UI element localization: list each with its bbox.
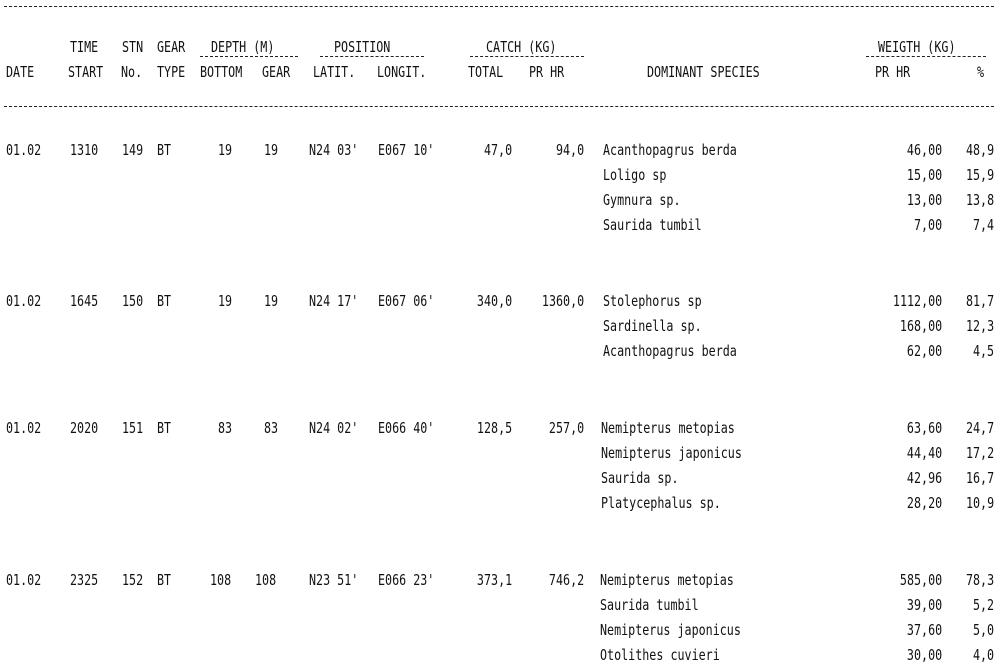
header-dominant-species: DOMINANT SPECIES <box>647 63 760 81</box>
depth-underline <box>200 56 298 57</box>
species-weight: 46,00 <box>906 141 942 159</box>
species-percent: 48,9 <box>965 141 994 159</box>
station-depth-bottom: 19 <box>218 141 233 159</box>
station-latitude: N24 02' <box>309 419 359 437</box>
header-weight-pr-hr: PR HR <box>875 63 911 81</box>
station-date: 01.02 <box>6 292 42 310</box>
species-percent: 78,3 <box>965 571 994 589</box>
species-name: Saurida tumbil <box>600 596 699 614</box>
species-weight: 62,00 <box>906 342 942 360</box>
station-time: 1645 <box>70 292 99 310</box>
species-weight: 585,00 <box>899 571 942 589</box>
header-no: No. <box>121 63 143 81</box>
header-bottom-rule <box>4 106 994 107</box>
species-weight: 39,00 <box>906 596 942 614</box>
species-name: Stolephorus sp <box>603 292 702 310</box>
species-weight: 1112,00 <box>892 292 942 310</box>
header-time: TIME <box>70 38 99 56</box>
species-percent: 4,5 <box>972 342 994 360</box>
station-latitude: N24 17' <box>309 292 359 310</box>
station-longitude: E067 06' <box>378 292 435 310</box>
header-weight-group: WEIGTH (KG) <box>878 38 956 56</box>
species-name: Gymnura sp. <box>603 191 681 209</box>
species-name: Saurida sp. <box>601 469 679 487</box>
species-percent: 81,7 <box>965 292 994 310</box>
catch-underline <box>470 56 584 57</box>
station-number: 151 <box>122 419 144 437</box>
species-weight: 7,00 <box>913 216 942 234</box>
species-weight: 30,00 <box>906 646 942 664</box>
species-weight: 44,40 <box>906 444 942 462</box>
species-percent: 16,7 <box>965 469 994 487</box>
station-time: 1310 <box>70 141 99 159</box>
species-name: Acanthopagrus berda <box>603 141 737 159</box>
station-gear-type: BT <box>157 571 172 589</box>
header-percent: % <box>977 63 985 81</box>
header-gear-top: GEAR <box>157 38 186 56</box>
species-percent: 5,0 <box>972 621 994 639</box>
station-number: 152 <box>122 571 144 589</box>
species-percent: 7,4 <box>972 216 994 234</box>
header-bottom: BOTTOM <box>200 63 243 81</box>
species-percent: 13,8 <box>965 191 994 209</box>
header-gear: GEAR <box>262 63 291 81</box>
station-depth-gear: 108 <box>255 571 277 589</box>
species-weight: 13,00 <box>906 191 942 209</box>
header-pr-hr: PR HR <box>529 63 565 81</box>
station-catch-pr-hr: 746,2 <box>548 571 584 589</box>
station-time: 2325 <box>70 571 99 589</box>
species-percent: 24,7 <box>965 419 994 437</box>
header-total: TOTAL <box>468 63 504 81</box>
header-type: TYPE <box>157 63 186 81</box>
species-percent: 12,3 <box>965 317 994 335</box>
station-longitude: E066 23' <box>378 571 435 589</box>
species-percent: 4,0 <box>972 646 994 664</box>
station-date: 01.02 <box>6 571 42 589</box>
header-stn: STN <box>122 38 144 56</box>
station-depth-gear: 19 <box>264 292 279 310</box>
station-catch-total: 128,5 <box>476 419 512 437</box>
station-date: 01.02 <box>6 141 42 159</box>
header-position-group: POSITION <box>334 38 391 56</box>
species-name: Sardinella sp. <box>603 317 702 335</box>
station-depth-gear: 19 <box>264 141 279 159</box>
position-underline <box>320 56 424 57</box>
header-start: START <box>68 63 104 81</box>
header-depth-group: DEPTH (M) <box>211 38 275 56</box>
header-catch-group: CATCH (KG) <box>486 38 557 56</box>
station-time: 2020 <box>70 419 99 437</box>
station-gear-type: BT <box>157 141 172 159</box>
species-percent: 15,9 <box>965 166 994 184</box>
species-weight: 15,00 <box>906 166 942 184</box>
species-weight: 28,20 <box>906 494 942 512</box>
station-longitude: E067 10' <box>378 141 435 159</box>
species-weight: 63,60 <box>906 419 942 437</box>
species-weight: 37,60 <box>906 621 942 639</box>
station-depth-bottom: 108 <box>210 571 232 589</box>
weight-underline <box>866 56 986 57</box>
species-name: Saurida tumbil <box>603 216 702 234</box>
header-date: DATE <box>6 63 35 81</box>
species-name: Otolithes cuvieri <box>600 646 720 664</box>
header-latit: LATIT. <box>313 63 356 81</box>
station-depth-bottom: 83 <box>218 419 233 437</box>
station-catch-pr-hr: 94,0 <box>555 141 584 159</box>
species-name: Nemipterus japonicus <box>601 444 742 462</box>
species-weight: 168,00 <box>899 317 942 335</box>
header-longit: LONGIT. <box>377 63 427 81</box>
species-name: Nemipterus japonicus <box>600 621 741 639</box>
station-catch-total: 340,0 <box>476 292 512 310</box>
species-percent: 10,9 <box>965 494 994 512</box>
species-percent: 5,2 <box>972 596 994 614</box>
station-depth-gear: 83 <box>264 419 279 437</box>
station-date: 01.02 <box>6 419 42 437</box>
station-catch-total: 373,1 <box>476 571 512 589</box>
station-catch-pr-hr: 1360,0 <box>541 292 584 310</box>
station-catch-total: 47,0 <box>483 141 512 159</box>
station-latitude: N24 03' <box>309 141 359 159</box>
station-catch-pr-hr: 257,0 <box>548 419 584 437</box>
station-depth-bottom: 19 <box>218 292 233 310</box>
station-latitude: N23 51' <box>309 571 359 589</box>
top-rule <box>4 6 994 7</box>
station-number: 150 <box>122 292 144 310</box>
station-longitude: E066 40' <box>378 419 435 437</box>
species-name: Acanthopagrus berda <box>603 342 737 360</box>
species-percent: 17,2 <box>965 444 994 462</box>
species-weight: 42,96 <box>906 469 942 487</box>
species-name: Loligo sp <box>603 166 667 184</box>
station-gear-type: BT <box>157 419 172 437</box>
station-gear-type: BT <box>157 292 172 310</box>
species-name: Nemipterus metopias <box>600 571 734 589</box>
species-name: Platycephalus sp. <box>601 494 721 512</box>
species-name: Nemipterus metopias <box>601 419 735 437</box>
station-number: 149 <box>122 141 144 159</box>
